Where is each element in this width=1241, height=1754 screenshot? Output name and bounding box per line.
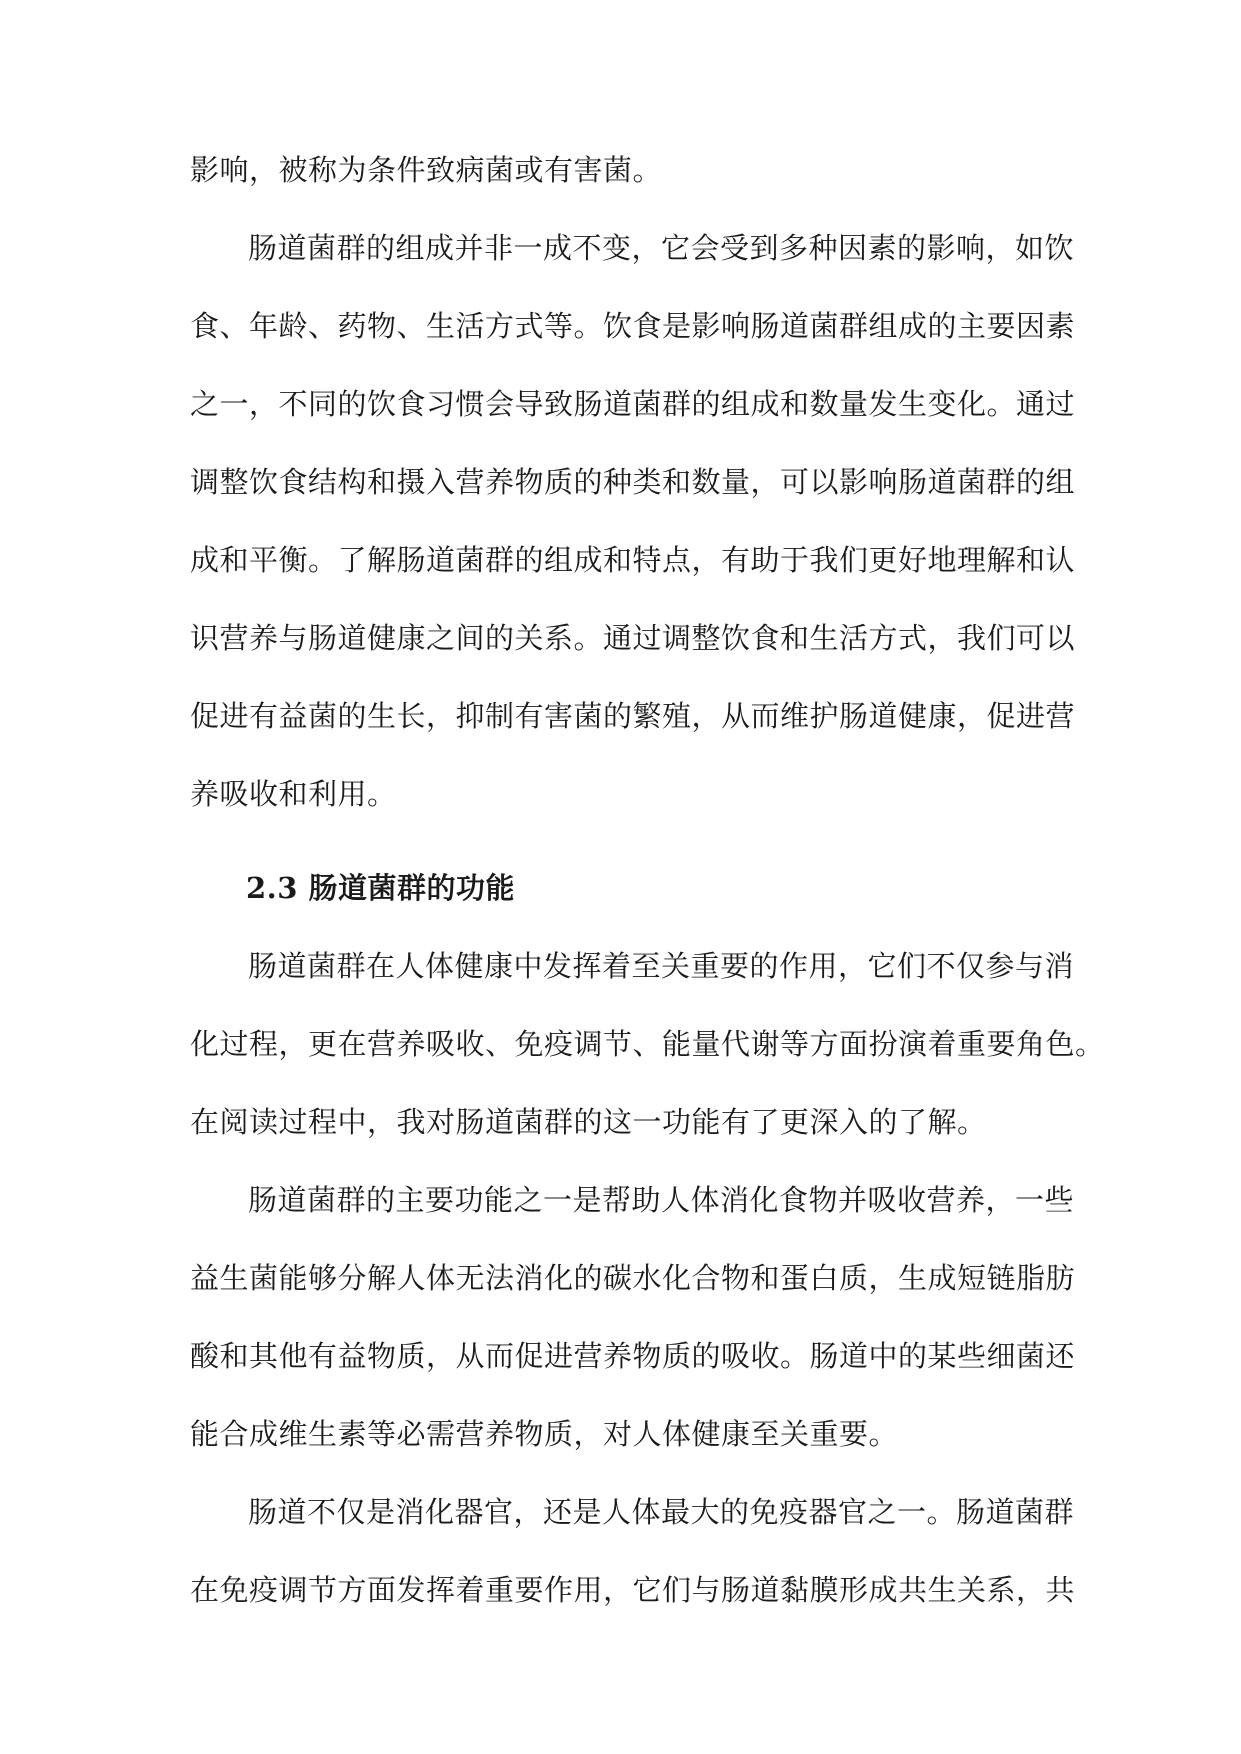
- paragraph-1-line-1: 肠道菌群的组成并非一成不变，它会受到多种因素的影响，如饮: [248, 231, 1075, 265]
- paragraph-1-line-8: 养吸收和利用。: [190, 777, 397, 811]
- paragraph-3-line-4: 能合成维生素等必需营养物质，对人体健康至关重要。: [190, 1417, 899, 1451]
- paragraph-3-line-2: 益生菌能够分解人体无法消化的碳水化合物和蛋白质，生成短链脂肪: [190, 1261, 1076, 1295]
- paragraph-4-line-2: 在免疫调节方面发挥着重要作用，它们与肠道黏膜形成共生关系，共: [190, 1573, 1076, 1607]
- paragraph-1-line-4: 调整饮食结构和摄入营养物质的种类和数量，可以影响肠道菌群的组: [190, 465, 1076, 499]
- paragraph-1-line-3: 之一，不同的饮食习惯会导致肠道菌群的组成和数量发生变化。通过: [190, 387, 1076, 421]
- paragraph-0-line-1: 影响，被称为条件致病菌或有害菌。: [190, 153, 663, 187]
- paragraph-1-line-6: 识营养与肠道健康之间的关系。通过调整饮食和生活方式，我们可以: [190, 621, 1076, 655]
- paragraph-1-line-5: 成和平衡。了解肠道菌群的组成和特点，有助于我们更好地理解和认: [190, 543, 1076, 577]
- paragraph-4-line-1: 肠道不仅是消化器官，还是人体最大的免疫器官之一。肠道菌群: [248, 1495, 1075, 1529]
- paragraph-2-line-3: 在阅读过程中，我对肠道菌群的这一功能有了更深入的了解。: [190, 1105, 987, 1139]
- paragraph-2-line-1: 肠道菌群在人体健康中发挥着至关重要的作用，它们不仅参与消: [248, 949, 1075, 983]
- section-heading: 2.3 肠道菌群的功能: [246, 871, 516, 905]
- paragraph-3-line-1: 肠道菌群的主要功能之一是帮助人体消化食物并吸收营养，一些: [248, 1183, 1075, 1217]
- paragraph-1-line-2: 食、年龄、药物、生活方式等。饮食是影响肠道菌群组成的主要因素: [190, 309, 1076, 343]
- paragraph-2-line-2: 化过程，更在营养吸收、免疫调节、能量代谢等方面扮演着重要角色。: [190, 1027, 1105, 1061]
- paragraph-1-line-7: 促进有益菌的生长，抑制有害菌的繁殖，从而维护肠道健康，促进营: [190, 699, 1076, 733]
- paragraph-3-line-3: 酸和其他有益物质，从而促进营养物质的吸收。肠道中的某些细菌还: [190, 1339, 1076, 1373]
